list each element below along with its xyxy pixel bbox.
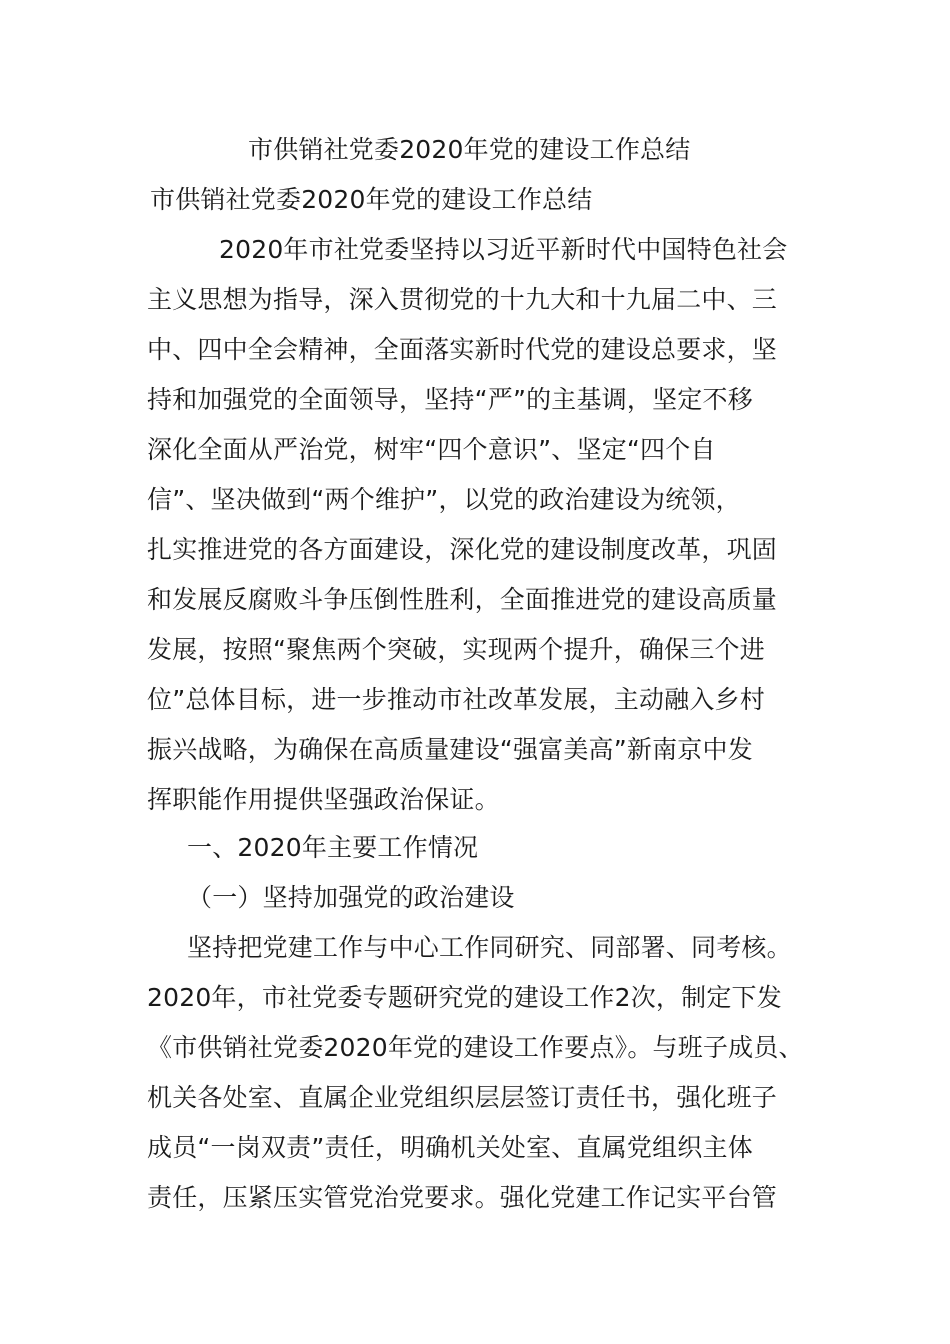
intro-line: 和发展反腐败斗争压倒性胜利，全面推进党的建设高质量 bbox=[147, 585, 778, 614]
body-line: 2020年，市社党委专题研究党的建设工作2次，制定下发 bbox=[147, 983, 782, 1012]
intro-line: 2020年市社党委坚持以习近平新时代中国特色社会 bbox=[219, 235, 788, 264]
intro-line: 振兴战略，为确保在高质量建设“强富美高”新南京中发 bbox=[147, 735, 753, 764]
body-line: 坚持把党建工作与中心工作同研究、同部署、同考核。 bbox=[187, 933, 792, 962]
intro-line: 主义思想为指导，深入贯彻党的十九大和十九届二中、三 bbox=[147, 285, 778, 314]
intro-line: 中、四中全会精神，全面落实新时代党的建设总要求，坚 bbox=[147, 335, 778, 364]
intro-line: 发展，按照“聚焦两个突破，实现两个提升，确保三个进 bbox=[147, 635, 765, 664]
document-title: 市供销社党委2020年党的建设工作总结 bbox=[248, 135, 691, 164]
intro-line: 挥职能作用提供坚强政治保证。 bbox=[147, 785, 500, 814]
intro-line: 位”总体目标，进一步推动市社改革发展，主动融入乡村 bbox=[147, 685, 765, 714]
intro-line: 深化全面从严治党，树牢“四个意识”、坚定“四个自 bbox=[147, 435, 716, 464]
document-subtitle: 市供销社党委2020年党的建设工作总结 bbox=[150, 185, 593, 214]
subsection-heading: （一）坚持加强党的政治建设 bbox=[187, 883, 515, 912]
intro-line: 扎实推进党的各方面建设，深化党的建设制度改革，巩固 bbox=[147, 535, 778, 564]
section-heading: 一、2020年主要工作情况 bbox=[187, 833, 479, 862]
body-line: 机关各处室、直属企业党组织层层签订责任书，强化班子 bbox=[147, 1083, 778, 1112]
body-line: 责任，压紧压实管党治党要求。强化党建工作记实平台管 bbox=[147, 1183, 778, 1212]
body-line: 《市供销社党委2020年党的建设工作要点》。与班子成员、 bbox=[147, 1033, 804, 1062]
intro-line: 信”、坚决做到“两个维护”，以党的政治建设为统领， bbox=[147, 485, 741, 514]
body-line: 成员“一岗双责”责任，明确机关处室、直属党组织主体 bbox=[147, 1133, 753, 1162]
intro-line: 持和加强党的全面领导，坚持“严”的主基调，坚定不移 bbox=[147, 385, 753, 414]
